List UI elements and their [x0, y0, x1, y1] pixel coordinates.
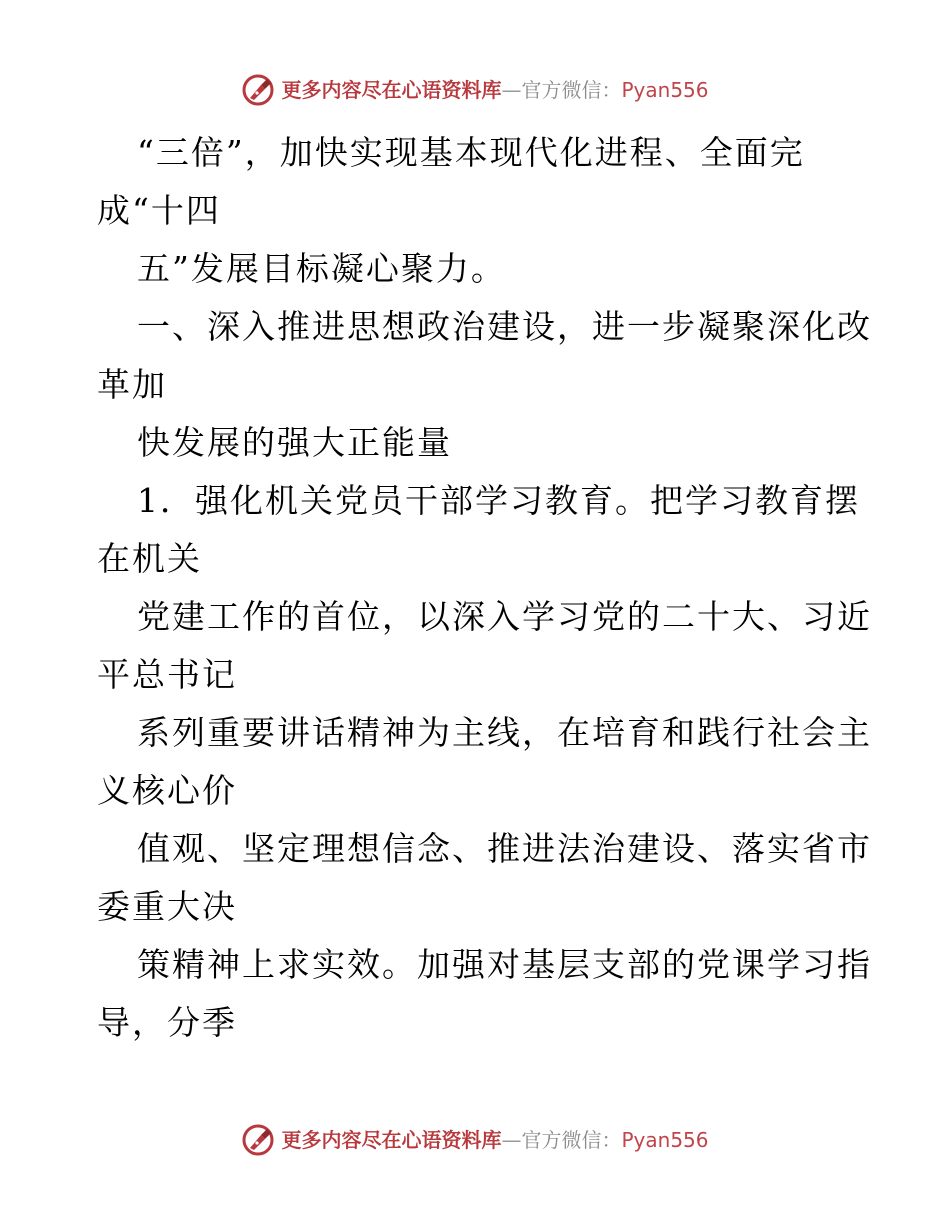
watermark-wechat-label: 官方微信：	[521, 1128, 622, 1152]
watermark-text	[281, 1130, 708, 1150]
watermark-text	[281, 80, 708, 100]
watermark-dash: —	[501, 78, 522, 102]
watermark-wechat-id: Pyan556	[621, 1128, 709, 1152]
text-line: 策精神上求实效。加强对基层支部的党课学习指	[137, 945, 872, 984]
text-line: 系列重要讲话精神为主线，在培育和践行社会主	[137, 713, 872, 752]
text-line: “三倍”，加快实现基本现代化进程、全面完	[137, 133, 805, 172]
document-body	[97, 124, 872, 1052]
text-line: 五”发展目标凝心聚力。	[137, 249, 506, 288]
text-line: 义核心价	[97, 771, 237, 810]
watermark-wechat-id: Pyan556	[621, 78, 709, 102]
text-line: 革加	[97, 365, 167, 404]
text-line: 成“十四	[97, 191, 221, 230]
text-line: 1．强化机关党员干部学习教育。把学习教育摆	[137, 481, 860, 520]
text-line: 平总书记	[97, 655, 237, 694]
text-line: 一、深入推进思想政治建设，进一步凝聚深化改	[137, 307, 872, 346]
fountain-pen-logo-icon	[241, 1123, 275, 1157]
text-line: 快发展的强大正能量	[137, 423, 452, 462]
fountain-pen-logo-icon	[241, 73, 275, 107]
watermark-wechat-label: 官方微信：	[521, 78, 622, 102]
header-watermark	[0, 70, 950, 110]
text-line: 导，分季	[97, 1003, 237, 1042]
watermark-library-name: 更多内容尽在心语资料库	[281, 1128, 502, 1152]
text-line: 值观、坚定理想信念、推进法治建设、落实省市	[137, 829, 872, 868]
text-line: 在机关	[97, 539, 202, 578]
footer-watermark	[0, 1120, 950, 1160]
text-line: 党建工作的首位，以深入学习党的二十大、习近	[137, 597, 872, 636]
text-line: 委重大决	[97, 887, 237, 926]
watermark-dash: —	[501, 1128, 522, 1152]
watermark-library-name: 更多内容尽在心语资料库	[281, 78, 502, 102]
